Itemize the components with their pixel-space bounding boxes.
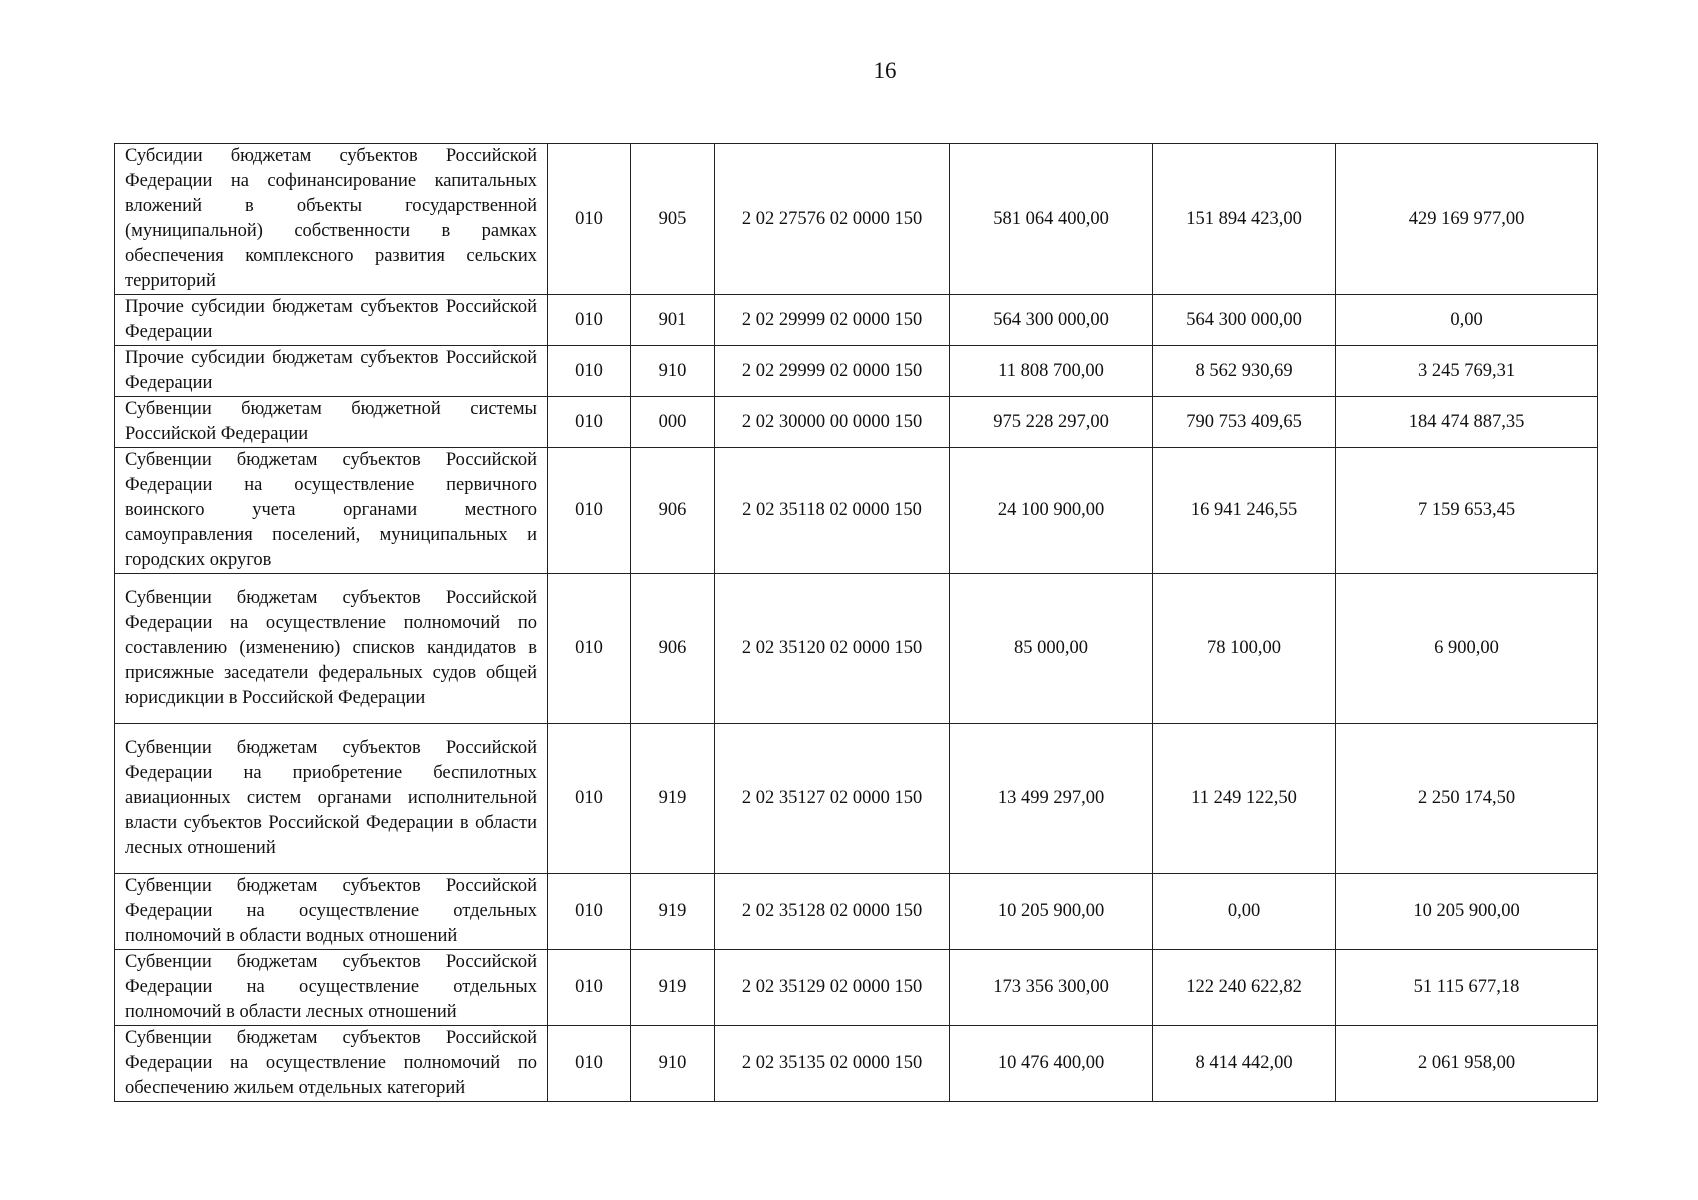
- row-remaining: 7 159 653,45: [1336, 448, 1598, 574]
- row-planned: 564 300 000,00: [950, 295, 1153, 346]
- row-code2: 910: [631, 346, 715, 397]
- row-remaining: 184 474 887,35: [1336, 397, 1598, 448]
- row-planned: 24 100 900,00: [950, 448, 1153, 574]
- row-code1: 010: [548, 724, 631, 874]
- row-planned: 10 205 900,00: [950, 874, 1153, 950]
- row-planned: 13 499 297,00: [950, 724, 1153, 874]
- row-description: Субвенции бюджетам бюджетной системы Российской Федерации: [115, 397, 548, 448]
- table-row: [115, 1026, 1598, 1102]
- table-row: [115, 397, 1598, 448]
- row-code2: 906: [631, 448, 715, 574]
- row-description: Субвенции бюджетам субъектов Российской Федерации на приобретение беспилотных авиационных систем органами исполнительной власти субъектов Российской Федерации в области лесных отношений: [115, 724, 548, 874]
- row-remaining: 10 205 900,00: [1336, 874, 1598, 950]
- row-kbk: 2 02 29999 02 0000 150: [715, 295, 950, 346]
- row-description: Субвенции бюджетам субъектов Российской Федерации на осуществление полномочий по составлению (изменению) списков кандидатов в присяжные заседатели федеральных судов общей юрисдикции в Российской Федерации: [115, 574, 548, 724]
- row-remaining: 2 061 958,00: [1336, 1026, 1598, 1102]
- table-row: [115, 724, 1598, 874]
- budget-revenue-table: [114, 143, 1598, 1102]
- row-code2: 901: [631, 295, 715, 346]
- row-code1: 010: [548, 346, 631, 397]
- row-planned: 10 476 400,00: [950, 1026, 1153, 1102]
- row-remaining: 6 900,00: [1336, 574, 1598, 724]
- row-planned: 581 064 400,00: [950, 144, 1153, 295]
- row-remaining: 429 169 977,00: [1336, 144, 1598, 295]
- row-description: Субсидии бюджетам субъектов Российской Федерации на софинансирование капитальных вложений в объекты государственной (муниципальной) собственности в рамках обеспечения комплексного развития сельских территорий: [115, 144, 548, 295]
- row-code1: 010: [548, 295, 631, 346]
- row-executed: 0,00: [1153, 874, 1336, 950]
- row-code1: 010: [548, 448, 631, 574]
- row-remaining: 0,00: [1336, 295, 1598, 346]
- row-kbk: 2 02 35120 02 0000 150: [715, 574, 950, 724]
- row-code2: 919: [631, 874, 715, 950]
- row-description: Субвенции бюджетам субъектов Российской Федерации на осуществление первичного воинского учета органами местного самоуправления поселений, муниципальных и городских округов: [115, 448, 548, 574]
- row-code1: 010: [548, 144, 631, 295]
- row-kbk: 2 02 35127 02 0000 150: [715, 724, 950, 874]
- row-code1: 010: [548, 874, 631, 950]
- row-code2: 919: [631, 724, 715, 874]
- row-code1: 010: [548, 950, 631, 1026]
- row-executed: 790 753 409,65: [1153, 397, 1336, 448]
- row-code1: 010: [548, 574, 631, 724]
- row-kbk: 2 02 35128 02 0000 150: [715, 874, 950, 950]
- table-row: [115, 874, 1598, 950]
- row-kbk: 2 02 29999 02 0000 150: [715, 346, 950, 397]
- row-code2: 000: [631, 397, 715, 448]
- row-remaining: 2 250 174,50: [1336, 724, 1598, 874]
- table-row: [115, 950, 1598, 1026]
- row-code2: 905: [631, 144, 715, 295]
- row-description: Прочие субсидии бюджетам субъектов Российской Федерации: [115, 295, 548, 346]
- table-row: [115, 574, 1598, 724]
- row-description: Субвенции бюджетам субъектов Российской Федерации на осуществление отдельных полномочий в области водных отношений: [115, 874, 548, 950]
- row-executed: 122 240 622,82: [1153, 950, 1336, 1026]
- row-code2: 910: [631, 1026, 715, 1102]
- table-row: [115, 144, 1598, 295]
- row-description: Субвенции бюджетам субъектов Российской Федерации на осуществление отдельных полномочий в области лесных отношений: [115, 950, 548, 1026]
- row-kbk: 2 02 30000 00 0000 150: [715, 397, 950, 448]
- table-row: [115, 346, 1598, 397]
- row-code2: 906: [631, 574, 715, 724]
- row-executed: 16 941 246,55: [1153, 448, 1336, 574]
- row-description: Прочие субсидии бюджетам субъектов Российской Федерации: [115, 346, 548, 397]
- row-planned: 975 228 297,00: [950, 397, 1153, 448]
- row-kbk: 2 02 35118 02 0000 150: [715, 448, 950, 574]
- row-executed: 151 894 423,00: [1153, 144, 1336, 295]
- row-kbk: 2 02 35135 02 0000 150: [715, 1026, 950, 1102]
- row-planned: 85 000,00: [950, 574, 1153, 724]
- row-executed: 8 414 442,00: [1153, 1026, 1336, 1102]
- row-kbk: 2 02 35129 02 0000 150: [715, 950, 950, 1026]
- row-executed: 78 100,00: [1153, 574, 1336, 724]
- row-description: Субвенции бюджетам субъектов Российской Федерации на осуществление полномочий по обеспечению жильем отдельных категорий: [115, 1026, 548, 1102]
- row-code2: 919: [631, 950, 715, 1026]
- row-planned: 11 808 700,00: [950, 346, 1153, 397]
- row-executed: 8 562 930,69: [1153, 346, 1336, 397]
- row-remaining: 51 115 677,18: [1336, 950, 1598, 1026]
- row-planned: 173 356 300,00: [950, 950, 1153, 1026]
- row-remaining: 3 245 769,31: [1336, 346, 1598, 397]
- row-executed: 564 300 000,00: [1153, 295, 1336, 346]
- table-row: [115, 295, 1598, 346]
- row-code1: 010: [548, 397, 631, 448]
- row-kbk: 2 02 27576 02 0000 150: [715, 144, 950, 295]
- row-code1: 010: [548, 1026, 631, 1102]
- row-executed: 11 249 122,50: [1153, 724, 1336, 874]
- table-row: [115, 448, 1598, 574]
- page-number: 16: [873, 58, 897, 83]
